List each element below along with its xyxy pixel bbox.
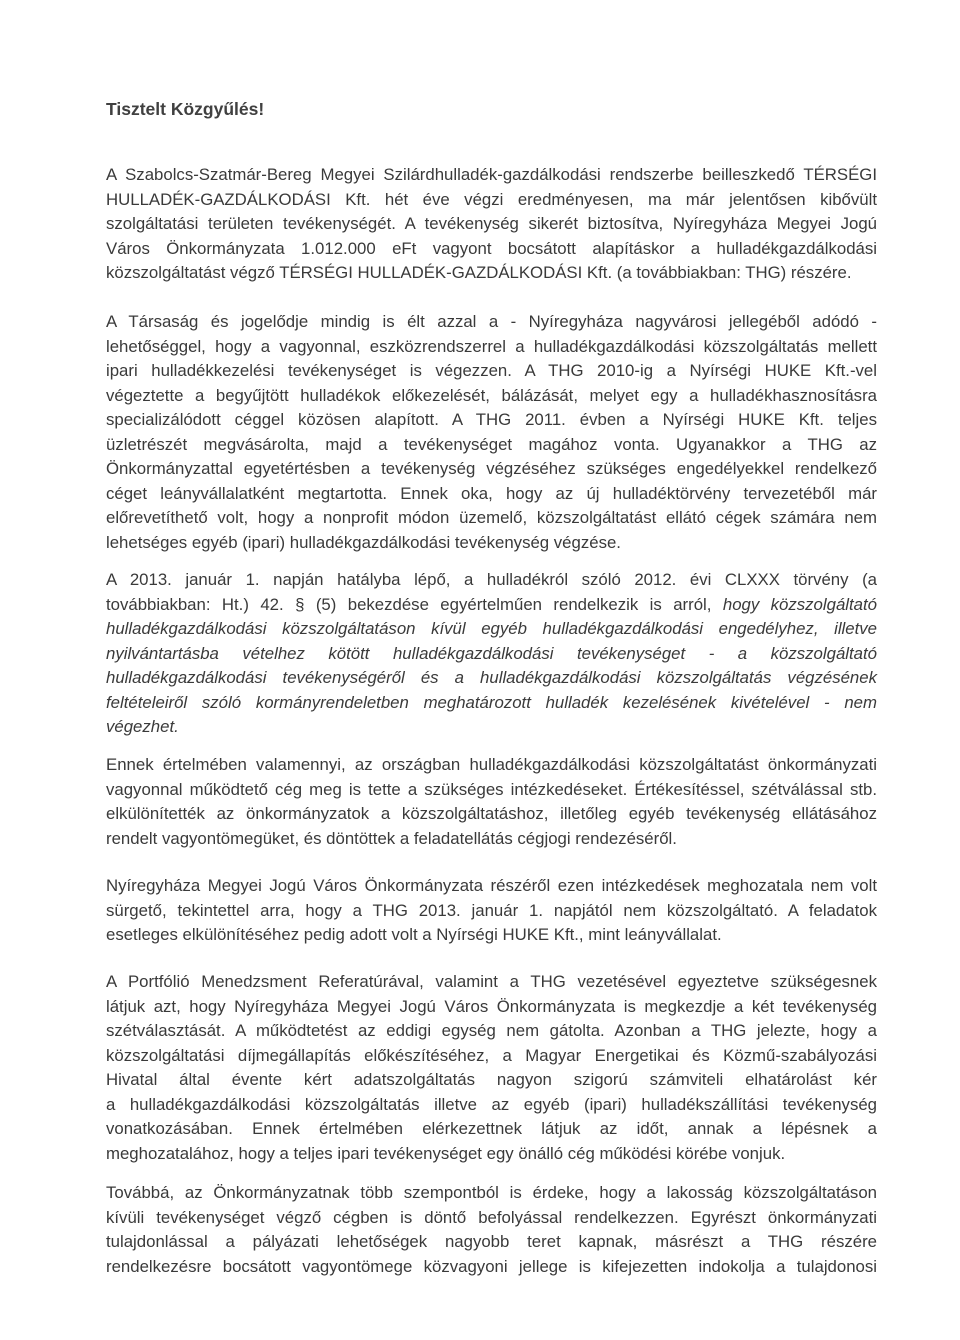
text-line: Ennek értelmében valamennyi, az országban hulladékgazdálkodási közszolgáltatást önkormányzati xyxy=(106,755,877,774)
text-italic: feltételeiről szóló kormányrendeletben meghatározott hulladék kezelésének kivételével - nem xyxy=(106,692,877,712)
text-line: előrevetíthető volt, hogy a nonprofit módon üzemelő, közszolgáltatást ellátó cégek számára nem xyxy=(106,508,877,527)
text-line: Hivatal által évente kért adatszolgáltatás nagyon szigorú számviteli elhatárolást kér xyxy=(106,1070,877,1089)
text-italic: hogy közszolgáltató xyxy=(722,594,877,614)
salutation-heading: Tisztelt Közgyűlés! xyxy=(106,99,265,119)
text-line xyxy=(106,715,877,740)
paragraph-6 xyxy=(106,970,877,1166)
text-line: céget leányvállalatként megtartotta. Ennek oka, hogy az új hulladéktörvény tervezetéből már xyxy=(106,483,877,503)
text-line: lehetséges egyéb (ipari) hulladékgazdálkodási tevékenység végzése. xyxy=(106,532,621,552)
text-line: sürgető, tekintettel arra, hogy a THG 2013. január 1. napjától nem közszolgáltató. A feladatok xyxy=(106,900,877,920)
text-line: tulajdonlással a pályázati lehetőségek nagyobb teret kapnak, másrészt a THG részére xyxy=(106,1232,877,1251)
text-line: rendelt vagyontömegüket, és döntöttek a feladatellátás cégjogi rendezéséről. xyxy=(106,828,677,848)
text-line: Önkormányzattal egyetértésben a tevékenység végzéséhez szükséges engedélyekkel rendelkező xyxy=(106,459,877,478)
paragraph-3 xyxy=(106,568,877,740)
text-line: látjuk azt, hogy Nyíregyháza Megyei Jogú Város Önkormányzata is megkezdje a két tevékenység xyxy=(106,996,877,1016)
text-line xyxy=(106,666,877,691)
text-line: lehetőséggel, hogy a vagyonnal, eszközrendszerrel a hulladékgazdálkodási közszolgáltatás mellett xyxy=(106,336,877,356)
text-line: üzletrészét megvásárolta, majd a tevékenységet magához vonta. Ugyanakkor a THG az xyxy=(106,434,877,454)
text-line: Város Önkormányzata 1.012.000 eFt vagyont bocsátott alapításkor a hulladékgazdálkodási xyxy=(106,238,877,258)
text-line: Nyíregyháza Megyei Jogú Város Önkormányzata részéről ezen intézkedések meghozatala nem volt xyxy=(106,876,877,895)
text-line: specializálódott céggel közösen alapított. A THG 2011. évben a Nyírségi HUKE Kft. teljes xyxy=(106,410,877,429)
text-line: rendelkezésre bocsátott vagyontömege közvagyoni jellege is kifejezetten indokolja a tulajdonosi xyxy=(106,1256,877,1276)
text-line: vonatkozásában. Ennek értelmében elérkezettnek látjuk az időt, annak a lépésnek a xyxy=(106,1119,877,1138)
text-line xyxy=(106,617,877,642)
text-line: A Szabolcs-Szatmár-Bereg Megyei Szilárdhulladék-gazdálkodási rendszerbe beilleszkedő TÉRSÉGI xyxy=(106,165,877,184)
text-line xyxy=(106,593,877,618)
text-line: vagyonnal működtető cég meg is tette a szükséges intézkedéseket. Értékesítéssel, szétválással stb. xyxy=(106,779,877,799)
paragraph-7 xyxy=(106,1181,877,1279)
text-italic: hulladékgazdálkodási közszolgáltatáson kívül egyéb hulladékgazdálkodási engedélyhez, illetve xyxy=(106,619,877,638)
text-italic: végezhet. xyxy=(106,717,179,736)
text-line: A Portfólió Menedzsment Referatúrával, valamint a THG vezetésével egyeztetve szükségesnek xyxy=(106,972,877,991)
text-line: kívüli tevékenységet végző cégben is döntő befolyással rendelkezzen. Egyrészt önkormányzati xyxy=(106,1207,877,1227)
paragraph-1 xyxy=(106,163,877,286)
text-line: elkülönítették az önkormányzatok a közszolgáltatáshoz, illetőleg egyéb tevékenység ellátásához xyxy=(106,804,877,823)
text-line: meghozatalához, hogy a teljes ipari tevékenységet egy önálló cég működési körébe vonjuk. xyxy=(106,1143,786,1163)
text-line xyxy=(106,642,877,667)
text-line: A 2013. január 1. napján hatályba lépő, a hulladékról szóló 2012. évi CLXXX törvény (a xyxy=(106,570,877,589)
text-line: esetleges elkülönítéséhez pedig adott volt a Nyírségi HUKE Kft., mint leányvállalat. xyxy=(106,925,722,944)
text-line xyxy=(106,691,877,716)
text-line: A Társaság és jogelődje mindig is élt azzal a - Nyíregyháza nagyvárosi jellegéből adódó - xyxy=(106,312,877,331)
text-line: ipari hulladékkezelési tevékenységet is végezzen. A THG 2010-ig a Nyírségi HUKE Kft.-vel xyxy=(106,361,877,380)
text-line: végeztette a begyűjtött hulladékok előkezelését, bálázását, melyet egy a hulladékhasznosításra xyxy=(106,385,877,405)
text-plain: továbbiakban: Ht.) 42. § (5) bekezdése egyértelműen rendelkezik is arról, xyxy=(106,594,723,614)
paragraph-2 xyxy=(106,310,877,555)
text-line: HULLADÉK-GAZDÁLKODÁSI Kft. hét éve végzi eredményesen, ma már jelentősen kibővült xyxy=(106,189,877,209)
text-line: közszolgáltatási díjmegállapítás előkészítéséhez, a Magyar Energetikai és Közmű-szabályozási xyxy=(106,1045,877,1065)
text-italic: nyilvántartásba vételhez kötött hulladékgazdálkodási tevékenységet - a közszolgáltató xyxy=(106,643,877,663)
text-italic: hulladékgazdálkodási tevékenységéről és a hulladékgazdálkodási közszolgáltatás végzésének xyxy=(106,668,877,687)
text-line: Továbbá, az Önkormányzatnak több szempontból is érdeke, hogy a lakosság közszolgáltatáson xyxy=(106,1183,877,1202)
text-line: szolgáltatási területen tevékenységét. A tevékenység sikerét biztosítva, Nyíregyháza Megyei Jogú xyxy=(106,214,877,233)
paragraph-4 xyxy=(106,753,877,851)
text-line: szétválasztását. A működtetést az eddigi egység nem gátolta. Azonban a THG jelezte, hogy a xyxy=(106,1021,877,1040)
paragraph-5 xyxy=(106,874,877,948)
text-line: közszolgáltatást végző TÉRSÉGI HULLADÉK-GAZDÁLKODÁSI Kft. (a továbbiakban: THG) részére. xyxy=(106,263,852,282)
text-line: a hulladékgazdálkodási közszolgáltatás illetve az egyéb (ipari) hulladékszállítási tevékenység xyxy=(106,1094,877,1114)
